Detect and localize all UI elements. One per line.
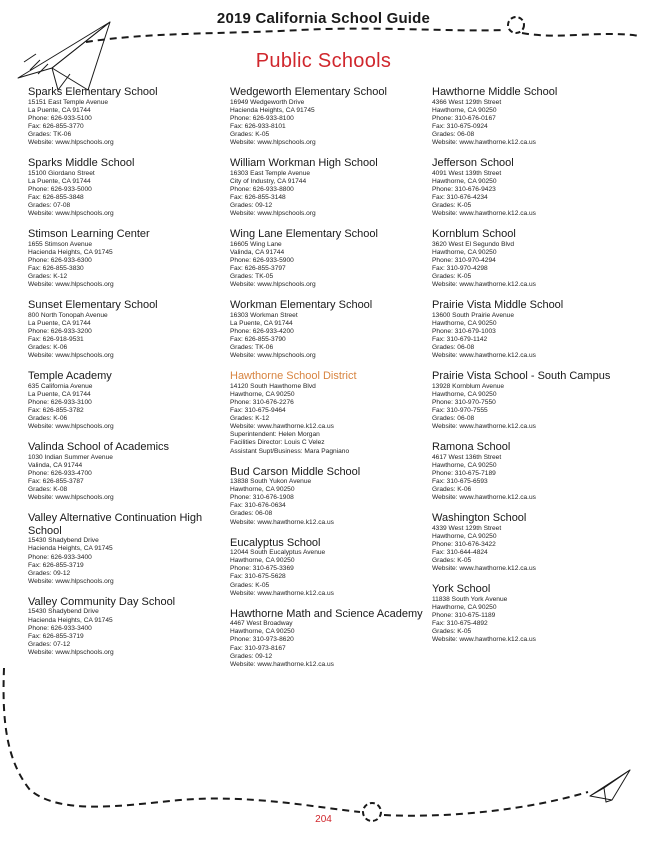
school-name: Bud Carson Middle School	[230, 465, 361, 478]
school-detail-line: Hacienda Heights, CA 91745	[28, 616, 113, 624]
school-name: Washington School	[432, 512, 527, 525]
school-name: Wing Lane Elementary School	[230, 228, 378, 241]
school-detail-line: Facilities Director: Louis C Velez	[230, 439, 325, 447]
school-detail-line: Website: www.hlpschools.org	[28, 577, 114, 585]
page-number: 204	[315, 814, 332, 825]
school-detail-line: Phone: 626-933-3400	[28, 624, 92, 632]
school-detail-line: Phone: 310-970-7550	[432, 398, 496, 406]
school-detail-line: Fax: 310-675-4892	[432, 620, 488, 628]
school-detail-line: Phone: 310-676-9423	[432, 185, 496, 193]
school-detail-line: Valinda, CA 91744	[28, 461, 83, 469]
school-detail-line: Grades: 06-08	[432, 415, 475, 423]
school-detail-line: 1655 Stimson Avenue	[28, 240, 93, 248]
school-detail-line: La Puente, CA 91744	[28, 390, 91, 398]
school-entry	[432, 370, 637, 431]
school-detail-line: Valinda, CA 91744	[230, 248, 285, 256]
school-detail-line: Grades: K-05	[230, 581, 270, 589]
school-detail-line: Grades: K-12	[28, 273, 68, 280]
school-entry	[230, 537, 425, 598]
school-name: Workman Elementary School	[230, 299, 373, 312]
school-name: Valley Alternative Continuation High School	[28, 512, 203, 537]
school-detail-line: Website: www.hlpschools.org	[230, 281, 316, 289]
school-detail-line: Assistant Supt/Business: Mara Pagniano	[230, 447, 350, 455]
school-detail-line: Website: www.hlpschools.org	[28, 648, 114, 656]
dashed-flight-path-top-right	[522, 33, 640, 36]
school-detail-line: Phone: 626-933-8100	[230, 114, 294, 122]
school-detail-line: Phone: 310-675-3369	[230, 565, 294, 573]
school-detail-line: Phone: 310-973-8620	[230, 636, 294, 644]
school-detail-line: Website: www.hlpschools.org	[230, 210, 316, 218]
school-detail-line: Hacienda Heights, CA 91745	[28, 545, 113, 553]
school-detail-line: Grades: K-08	[28, 486, 68, 494]
school-detail-line: Fax: 626-855-3790	[230, 335, 286, 343]
school-detail-line: Phone: 626-933-4200	[230, 327, 294, 335]
school-name: Hawthorne Math and Science Academy	[230, 607, 423, 620]
school-name: Prairie Vista Middle School	[432, 299, 564, 312]
school-detail-line: Hawthorne, CA 90250	[432, 177, 497, 185]
school-entry	[230, 157, 425, 218]
school-name: Eucalyptus School	[230, 536, 321, 549]
school-detail-line: City of Industry, CA 91744	[230, 177, 307, 185]
school-detail-line: Website: www.hlpschools.org	[230, 138, 316, 146]
school-detail-line: Fax: 310-675-0924	[432, 122, 488, 130]
school-detail-line: Website: www.hawthorne.k12.ca.us	[432, 636, 536, 644]
school-detail-line: Grades: K-12	[230, 415, 270, 423]
school-detail-line: 4467 West Broadway	[230, 620, 293, 628]
school-detail-line: Fax: 310-675-9464	[230, 407, 286, 415]
school-detail-line: Website: www.hlpschools.org	[28, 494, 114, 502]
school-name: Wedgeworth Elementary School	[230, 86, 387, 98]
school-entry	[230, 228, 425, 289]
school-detail-line: Fax: 310-644-4824	[432, 549, 488, 557]
school-detail-line: Hawthorne, CA 90250	[432, 106, 497, 114]
school-name: Stimson Learning Center	[28, 228, 150, 241]
column-1	[28, 86, 220, 667]
school-detail-line: Fax: 310-676-0634	[230, 502, 286, 510]
school-entry	[28, 228, 220, 289]
school-detail-line: 4091 West 139th Street	[432, 169, 502, 177]
school-entry	[230, 466, 425, 527]
school-detail-line: 3620 West El Segundo Blvd	[432, 240, 514, 248]
school-entry	[230, 370, 425, 455]
school-detail-line: Fax: 626-855-3770	[28, 122, 84, 130]
school-detail-line: 4339 West 129th Street	[432, 524, 502, 532]
school-name: Sparks Middle School	[28, 157, 135, 170]
school-detail-line: Fax: 626-855-3782	[28, 407, 84, 415]
school-detail-line: 13928 Kornblum Avenue	[432, 382, 505, 390]
school-name: Jefferson School	[432, 157, 514, 170]
school-detail-line: Grades: 06-08	[432, 344, 475, 352]
school-detail-line: Grades: K-05	[230, 130, 270, 138]
school-entry	[432, 228, 637, 289]
school-entry	[432, 512, 637, 573]
school-detail-line: Phone: 626-933-8800	[230, 185, 294, 193]
school-detail-line: Fax: 626-855-3719	[28, 632, 84, 640]
school-name: Temple Academy	[28, 370, 112, 383]
school-detail-line: La Puente, CA 91744	[230, 319, 293, 327]
school-detail-line: Website: www.hawthorne.k12.ca.us	[432, 494, 536, 502]
school-detail-line: Website: www.hawthorne.k12.ca.us	[432, 423, 536, 431]
school-detail-line: Phone: 310-675-7189	[432, 470, 496, 477]
school-name: Hawthorne Middle School	[432, 86, 558, 98]
school-entry	[230, 608, 425, 669]
school-detail-line: 15100 Giordano Street	[28, 169, 95, 177]
school-detail-line: Grades: K-05	[432, 273, 472, 280]
section-title: Public Schools	[255, 50, 392, 72]
school-detail-line: Phone: 310-676-0167	[432, 114, 496, 122]
school-detail-line: 16949 Wedgeworth Drive	[230, 98, 305, 106]
school-detail-line: Phone: 626-933-3100	[28, 398, 92, 406]
school-entry	[28, 86, 220, 147]
school-detail-line: Grades: 07-08	[28, 201, 71, 209]
column-3	[432, 86, 637, 655]
school-detail-line: Website: www.hawthorne.k12.ca.us	[432, 281, 536, 289]
school-detail-line: Phone: 310-676-1908	[230, 494, 294, 502]
school-name: Kornblum School	[432, 228, 516, 241]
school-detail-line: La Puente, CA 91744	[28, 106, 91, 114]
school-detail-line: Superintendent: Helen Morgan	[230, 431, 320, 439]
school-detail-line: Phone: 626-933-3200	[28, 327, 92, 335]
school-detail-line: Hawthorne, CA 90250	[432, 532, 497, 540]
dashed-flight-path-bottom-right	[384, 792, 588, 816]
school-detail-line: Website: www.hawthorne.k12.ca.us	[230, 518, 334, 526]
school-detail-line: 15430 Shadybend Drive	[28, 608, 99, 616]
school-detail-line: Grades: K-05	[432, 628, 472, 636]
school-detail-line: Website: www.hawthorne.k12.ca.us	[230, 660, 334, 668]
school-entry	[28, 441, 220, 502]
school-detail-line: Fax: 310-676-4234	[432, 193, 488, 201]
school-entry	[432, 157, 637, 218]
school-detail-line: Hawthorne, CA 90250	[432, 461, 497, 469]
school-detail-line: 12044 South Eucalyptus Avenue	[230, 549, 326, 557]
school-name: Prairie Vista School - South Campus	[432, 370, 611, 383]
school-entry	[432, 441, 637, 502]
school-detail-line: Hawthorne, CA 90250	[230, 486, 295, 494]
school-detail-line: Grades: 07-12	[28, 640, 71, 648]
school-entry	[230, 299, 425, 360]
school-detail-line: 16303 Workman Street	[230, 311, 298, 319]
school-detail-line: Fax: 310-679-1142	[432, 335, 488, 343]
school-detail-line: Fax: 626-918-9531	[28, 335, 84, 343]
school-detail-line: Website: www.hlpschools.org	[28, 210, 114, 218]
school-detail-line: Grades: K-06	[28, 415, 68, 423]
school-detail-line: Fax: 626-855-3848	[28, 193, 84, 201]
school-detail-line: Website: www.hlpschools.org	[28, 352, 114, 360]
school-detail-line: Grades: 06-08	[230, 510, 273, 518]
school-detail-line: Phone: 626-933-3400	[28, 553, 92, 561]
school-detail-line: Fax: 626-855-3797	[230, 264, 286, 272]
school-detail-line: Website: www.hlpschools.org	[28, 138, 114, 146]
school-entry	[230, 86, 425, 147]
school-detail-line: Website: www.hlpschools.org	[28, 281, 114, 289]
school-detail-line: Grades: TK-06	[28, 130, 72, 138]
school-name: Sunset Elementary School	[28, 299, 158, 312]
school-detail-line: 800 North Tonopah Avenue	[28, 311, 108, 319]
school-detail-line: Hacienda Heights, CA 91745	[230, 106, 315, 114]
school-detail-line: Grades: K-05	[432, 557, 472, 565]
school-detail-line: 15151 East Temple Avenue	[28, 98, 109, 106]
school-detail-line: Phone: 626-933-6300	[28, 256, 92, 264]
school-detail-line: Website: www.hawthorne.k12.ca.us	[432, 352, 536, 360]
school-name: Valinda School of Academics	[28, 441, 170, 454]
school-entry	[432, 583, 637, 644]
school-detail-line: Grades: TK-05	[230, 273, 274, 280]
school-entry	[28, 596, 220, 657]
school-detail-line: Hawthorne, CA 90250	[432, 390, 497, 398]
school-detail-line: Website: www.hawthorne.k12.ca.us	[230, 423, 334, 431]
school-detail-line: Phone: 310-679-1003	[432, 327, 496, 335]
school-detail-line: Hacienda Heights, CA 91745	[28, 248, 113, 256]
school-entry	[28, 299, 220, 360]
school-detail-line: Phone: 626-933-5100	[28, 114, 92, 122]
school-detail-line: 11838 South York Avenue	[432, 595, 508, 603]
school-detail-line: Website: www.hlpschools.org	[28, 423, 114, 431]
school-entry	[432, 299, 637, 360]
paper-plane-small-icon	[590, 770, 630, 802]
school-entry	[432, 86, 637, 147]
school-detail-line: 13838 South Yukon Avenue	[230, 478, 312, 486]
school-detail-line: Phone: 626-933-4700	[28, 470, 92, 477]
school-detail-line: 16605 Wing Lane	[230, 240, 282, 248]
school-detail-line: Fax: 310-970-4298	[432, 264, 488, 272]
dashed-flight-path-bottom	[4, 668, 360, 812]
school-detail-line: 635 California Avenue	[28, 382, 93, 390]
school-detail-line: 13600 South Prairie Avenue	[432, 311, 514, 319]
school-detail-line: Phone: 310-676-2276	[230, 398, 294, 406]
school-detail-line: 4366 West 129th Street	[432, 98, 502, 106]
school-detail-line: Phone: 310-676-3422	[432, 541, 496, 549]
school-detail-line: Phone: 310-675-1189	[432, 612, 496, 620]
school-detail-line: Website: www.hawthorne.k12.ca.us	[230, 589, 334, 597]
district-name: Hawthorne School District	[230, 370, 357, 383]
school-detail-line: Fax: 626-933-8101	[230, 122, 286, 130]
guide-title: 2019 California School Guide	[216, 10, 431, 27]
school-entry	[28, 370, 220, 431]
school-name: York School	[432, 583, 491, 596]
school-detail-line: Grades: 06-08	[432, 130, 475, 138]
school-detail-line: La Puente, CA 91744	[28, 319, 91, 327]
school-detail-line: Hawthorne, CA 90250	[230, 390, 295, 398]
school-detail-line: 1030 Indian Summer Avenue	[28, 453, 113, 461]
school-detail-line: Hawthorne, CA 90250	[432, 319, 497, 327]
school-detail-line: Grades: K-06	[432, 486, 472, 494]
school-detail-line: 4617 West 136th Street	[432, 453, 502, 461]
school-detail-line: Grades: TK-06	[230, 344, 274, 352]
school-detail-line: Website: www.hlpschools.org	[230, 352, 316, 360]
school-detail-line: Fax: 626-855-3787	[28, 478, 84, 486]
school-entry	[28, 512, 220, 586]
school-detail-line: Fax: 310-970-7555	[432, 407, 488, 415]
school-detail-line: Website: www.hawthorne.k12.ca.us	[432, 138, 536, 146]
dashed-flight-path-top	[86, 29, 505, 42]
school-detail-line: Fax: 310-675-5628	[230, 573, 286, 581]
school-name: Valley Community Day School	[28, 595, 176, 608]
school-detail-line: Phone: 626-933-5000	[28, 185, 92, 193]
school-detail-line: Hawthorne, CA 90250	[432, 604, 497, 612]
school-name: Ramona School	[432, 441, 511, 454]
school-detail-line: Phone: 626-933-5900	[230, 256, 294, 264]
school-entry	[28, 157, 220, 218]
school-detail-line: La Puente, CA 91744	[28, 177, 91, 185]
school-detail-line: 16303 East Temple Avenue	[230, 169, 311, 177]
school-detail-line: Fax: 310-973-8167	[230, 644, 286, 652]
school-detail-line: Grades: K-05	[432, 201, 472, 209]
school-detail-line: Phone: 310-970-4294	[432, 256, 496, 264]
school-detail-line: Fax: 626-855-3148	[230, 193, 286, 201]
school-name: William Workman High School	[230, 157, 378, 170]
school-name: Sparks Elementary School	[28, 86, 158, 98]
school-detail-line: Website: www.hawthorne.k12.ca.us	[432, 565, 536, 573]
school-detail-line: Grades: K-06	[28, 344, 68, 352]
school-detail-line: Grades: 09-12	[28, 569, 71, 577]
school-detail-line: Hawthorne, CA 90250	[230, 628, 295, 636]
school-detail-line: Hawthorne, CA 90250	[230, 557, 295, 565]
school-detail-line: Fax: 626-855-3719	[28, 561, 84, 569]
school-detail-line: Grades: 09-12	[230, 652, 273, 660]
school-detail-line: Hawthorne, CA 90250	[432, 248, 497, 256]
school-detail-line: Website: www.hawthorne.k12.ca.us	[432, 210, 536, 218]
school-detail-line: 15430 Shadybend Drive	[28, 537, 99, 545]
column-2	[230, 86, 425, 679]
school-detail-line: Fax: 310-675-6593	[432, 478, 488, 486]
school-detail-line: Fax: 626-855-3830	[28, 264, 84, 272]
school-detail-line: Grades: 09-12	[230, 201, 273, 209]
school-detail-line: 14120 South Hawthorne Blvd	[230, 382, 316, 390]
